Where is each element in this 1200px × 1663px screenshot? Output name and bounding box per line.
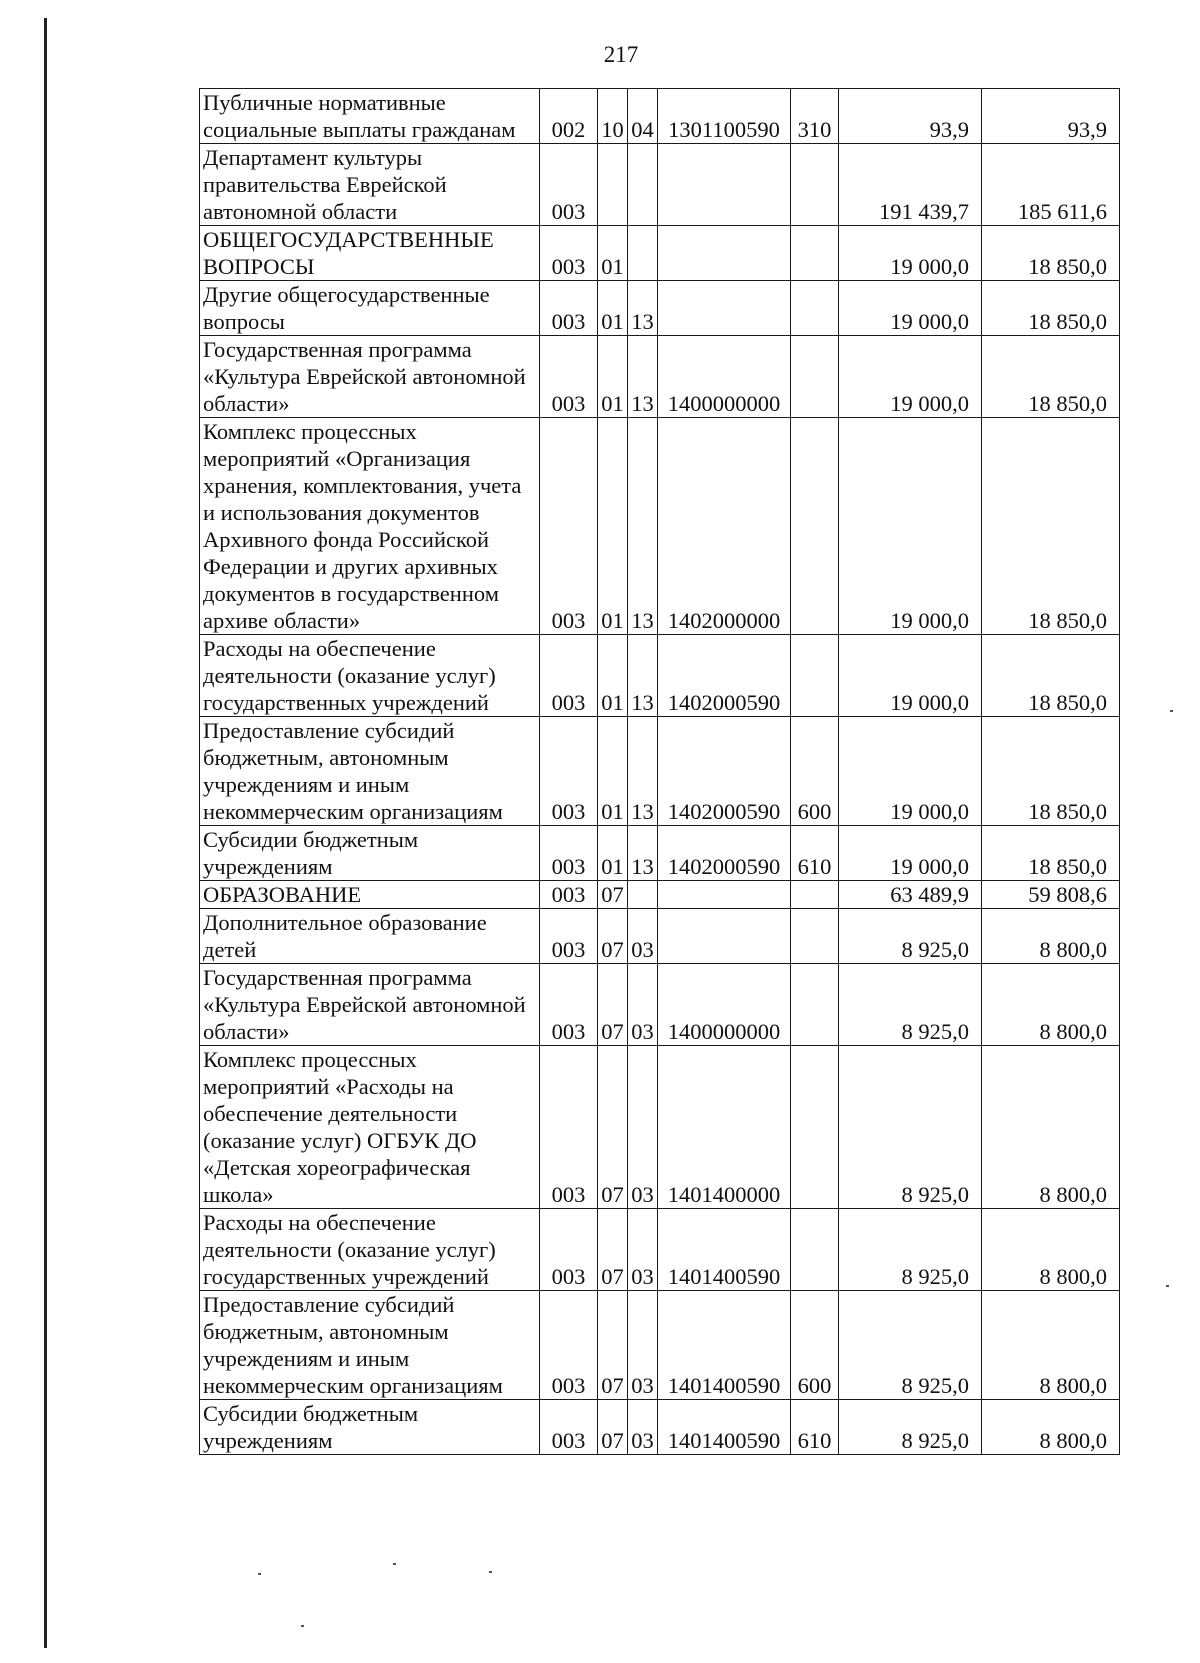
cell-amount-1: 8 925,0 <box>839 1400 982 1455</box>
table-row <box>200 144 1120 226</box>
cell-amount-1: 19 000,0 <box>839 635 982 717</box>
cell-subsection-code <box>628 144 658 226</box>
cell-section-code: 01 <box>598 336 628 418</box>
scan-speck <box>393 1563 396 1565</box>
cell-name: Комплекс процессных мероприятий «Расходы на обеспечение деятельности (оказание услуг) ОГБУК ДО «Детская хореографическая школа» <box>200 1046 540 1209</box>
binding-edge-line <box>44 18 47 1648</box>
table-row <box>200 281 1120 336</box>
cell-subsection-code: 13 <box>628 826 658 881</box>
cell-subsection-code: 13 <box>628 336 658 418</box>
cell-department-code: 003 <box>540 144 598 226</box>
cell-target-article: 1402000590 <box>658 826 791 881</box>
cell-amount-2: 18 850,0 <box>982 226 1120 281</box>
cell-amount-2: 8 800,0 <box>982 909 1120 964</box>
cell-amount-2: 18 850,0 <box>982 717 1120 826</box>
cell-section-code: 07 <box>598 1291 628 1400</box>
cell-amount-2: 8 800,0 <box>982 1209 1120 1291</box>
cell-subsection-code: 13 <box>628 635 658 717</box>
cell-amount-1: 63 489,9 <box>839 881 982 909</box>
cell-name: Государственная программа «Культура Еврейской автономной области» <box>200 336 540 418</box>
cell-amount-2: 8 800,0 <box>982 1291 1120 1400</box>
table-row <box>200 826 1120 881</box>
cell-department-code: 003 <box>540 826 598 881</box>
cell-expense-type: 610 <box>791 826 839 881</box>
cell-department-code: 003 <box>540 964 598 1046</box>
cell-amount-1: 19 000,0 <box>839 281 982 336</box>
cell-target-article <box>658 226 791 281</box>
cell-name: Департамент культуры правительства Еврейской автономной области <box>200 144 540 226</box>
table-row <box>200 1400 1120 1455</box>
cell-amount-1: 19 000,0 <box>839 826 982 881</box>
cell-name: Государственная программа «Культура Еврейской автономной области» <box>200 964 540 1046</box>
cell-amount-1: 8 925,0 <box>839 1046 982 1209</box>
table-row <box>200 418 1120 635</box>
cell-expense-type: 610 <box>791 1400 839 1455</box>
page-number: 217 <box>603 42 639 67</box>
table-row <box>200 1209 1120 1291</box>
cell-section-code: 07 <box>598 1046 628 1209</box>
cell-department-code: 003 <box>540 1400 598 1455</box>
cell-expense-type <box>791 1046 839 1209</box>
scan-speck <box>301 1625 304 1627</box>
cell-department-code: 003 <box>540 226 598 281</box>
cell-expense-type: 600 <box>791 1291 839 1400</box>
cell-amount-2: 18 850,0 <box>982 281 1120 336</box>
cell-amount-1: 19 000,0 <box>839 717 982 826</box>
cell-subsection-code: 13 <box>628 418 658 635</box>
cell-expense-type <box>791 226 839 281</box>
cell-expense-type <box>791 1209 839 1291</box>
cell-section-code: 01 <box>598 281 628 336</box>
cell-department-code: 003 <box>540 336 598 418</box>
cell-department-code: 002 <box>540 89 598 144</box>
cell-subsection-code: 03 <box>628 909 658 964</box>
cell-section-code: 01 <box>598 826 628 881</box>
cell-expense-type <box>791 881 839 909</box>
cell-name: Дополнительное образование детей <box>200 909 540 964</box>
cell-expense-type <box>791 964 839 1046</box>
cell-amount-2: 18 850,0 <box>982 635 1120 717</box>
cell-target-article: 1400000000 <box>658 336 791 418</box>
cell-amount-2: 93,9 <box>982 89 1120 144</box>
cell-expense-type <box>791 336 839 418</box>
cell-expense-type <box>791 281 839 336</box>
table-row <box>200 717 1120 826</box>
budget-table <box>199 88 1120 1455</box>
cell-target-article: 1401400590 <box>658 1209 791 1291</box>
cell-amount-1: 19 000,0 <box>839 226 982 281</box>
cell-subsection-code: 13 <box>628 717 658 826</box>
cell-amount-2: 8 800,0 <box>982 1046 1120 1209</box>
cell-department-code: 003 <box>540 281 598 336</box>
cell-subsection-code <box>628 881 658 909</box>
cell-target-article: 1401400590 <box>658 1291 791 1400</box>
cell-section-code: 07 <box>598 1209 628 1291</box>
cell-target-article: 1402000590 <box>658 635 791 717</box>
table-row <box>200 89 1120 144</box>
cell-subsection-code: 03 <box>628 1400 658 1455</box>
cell-target-article: 1301100590 <box>658 89 791 144</box>
cell-amount-1: 8 925,0 <box>839 909 982 964</box>
cell-target-article <box>658 144 791 226</box>
cell-name: ОБЩЕГОСУДАРСТВЕННЫЕ ВОПРОСЫ <box>200 226 540 281</box>
cell-amount-1: 19 000,0 <box>839 336 982 418</box>
cell-amount-2: 18 850,0 <box>982 418 1120 635</box>
cell-subsection-code <box>628 226 658 281</box>
cell-amount-1: 93,9 <box>839 89 982 144</box>
cell-name: Предоставление субсидий бюджетным, автономным учреждениям и иным некоммерческим организациям <box>200 1291 540 1400</box>
cell-amount-1: 8 925,0 <box>839 964 982 1046</box>
table-row <box>200 226 1120 281</box>
cell-section-code: 01 <box>598 717 628 826</box>
cell-section-code: 07 <box>598 909 628 964</box>
cell-target-article: 1400000000 <box>658 964 791 1046</box>
cell-department-code: 003 <box>540 1209 598 1291</box>
cell-name: Предоставление субсидий бюджетным, автономным учреждениям и иным некоммерческим организациям <box>200 717 540 826</box>
cell-amount-2: 8 800,0 <box>982 1400 1120 1455</box>
cell-name: Субсидии бюджетным учреждениям <box>200 1400 540 1455</box>
table-row <box>200 635 1120 717</box>
cell-subsection-code: 03 <box>628 1046 658 1209</box>
cell-name: Комплекс процессных мероприятий «Организация хранения, комплектования, учета и использования документов Архивного фонда Российской Федерации и других архивных документов в государственном архиве области» <box>200 418 540 635</box>
cell-section-code: 01 <box>598 635 628 717</box>
scan-speck <box>489 1571 492 1573</box>
cell-department-code: 003 <box>540 717 598 826</box>
table-row <box>200 909 1120 964</box>
cell-target-article: 1401400000 <box>658 1046 791 1209</box>
scan-speck <box>1166 1285 1169 1287</box>
cell-name: Расходы на обеспечение деятельности (оказание услуг) государственных учреждений <box>200 635 540 717</box>
cell-subsection-code: 03 <box>628 1209 658 1291</box>
cell-target-article <box>658 909 791 964</box>
cell-amount-2: 185 611,6 <box>982 144 1120 226</box>
cell-target-article: 1402000000 <box>658 418 791 635</box>
cell-name: Другие общегосударственные вопросы <box>200 281 540 336</box>
cell-target-article <box>658 281 791 336</box>
cell-subsection-code: 03 <box>628 964 658 1046</box>
table-row <box>200 964 1120 1046</box>
cell-section-code: 07 <box>598 1400 628 1455</box>
cell-name: Публичные нормативные социальные выплаты гражданам <box>200 89 540 144</box>
cell-amount-2: 18 850,0 <box>982 826 1120 881</box>
cell-department-code: 003 <box>540 909 598 964</box>
cell-amount-1: 8 925,0 <box>839 1209 982 1291</box>
cell-expense-type: 310 <box>791 89 839 144</box>
cell-section-code: 10 <box>598 89 628 144</box>
cell-expense-type <box>791 635 839 717</box>
cell-expense-type <box>791 909 839 964</box>
table-row <box>200 881 1120 909</box>
cell-department-code: 003 <box>540 635 598 717</box>
cell-subsection-code: 04 <box>628 89 658 144</box>
cell-amount-1: 191 439,7 <box>839 144 982 226</box>
cell-department-code: 003 <box>540 881 598 909</box>
cell-name: ОБРАЗОВАНИЕ <box>200 881 540 909</box>
cell-name: Субсидии бюджетным учреждениям <box>200 826 540 881</box>
cell-section-code <box>598 144 628 226</box>
cell-department-code: 003 <box>540 1046 598 1209</box>
cell-amount-2: 59 808,6 <box>982 881 1120 909</box>
cell-section-code: 07 <box>598 964 628 1046</box>
cell-section-code: 07 <box>598 881 628 909</box>
cell-name: Расходы на обеспечение деятельности (оказание услуг) государственных учреждений <box>200 1209 540 1291</box>
cell-subsection-code: 13 <box>628 281 658 336</box>
table-row <box>200 1291 1120 1400</box>
cell-section-code: 01 <box>598 418 628 635</box>
cell-subsection-code: 03 <box>628 1291 658 1400</box>
budget-table-body <box>200 89 1120 1455</box>
cell-target-article: 1401400590 <box>658 1400 791 1455</box>
cell-amount-2: 18 850,0 <box>982 336 1120 418</box>
cell-target-article: 1402000590 <box>658 717 791 826</box>
cell-department-code: 003 <box>540 418 598 635</box>
cell-amount-2: 8 800,0 <box>982 964 1120 1046</box>
cell-target-article <box>658 881 791 909</box>
cell-expense-type: 600 <box>791 717 839 826</box>
cell-expense-type <box>791 418 839 635</box>
cell-amount-1: 19 000,0 <box>839 418 982 635</box>
table-row <box>200 1046 1120 1209</box>
cell-department-code: 003 <box>540 1291 598 1400</box>
cell-amount-1: 8 925,0 <box>839 1291 982 1400</box>
cell-expense-type <box>791 144 839 226</box>
table-row <box>200 336 1120 418</box>
scan-speck <box>258 1573 261 1575</box>
cell-section-code: 01 <box>598 226 628 281</box>
scan-speck <box>1170 710 1173 712</box>
